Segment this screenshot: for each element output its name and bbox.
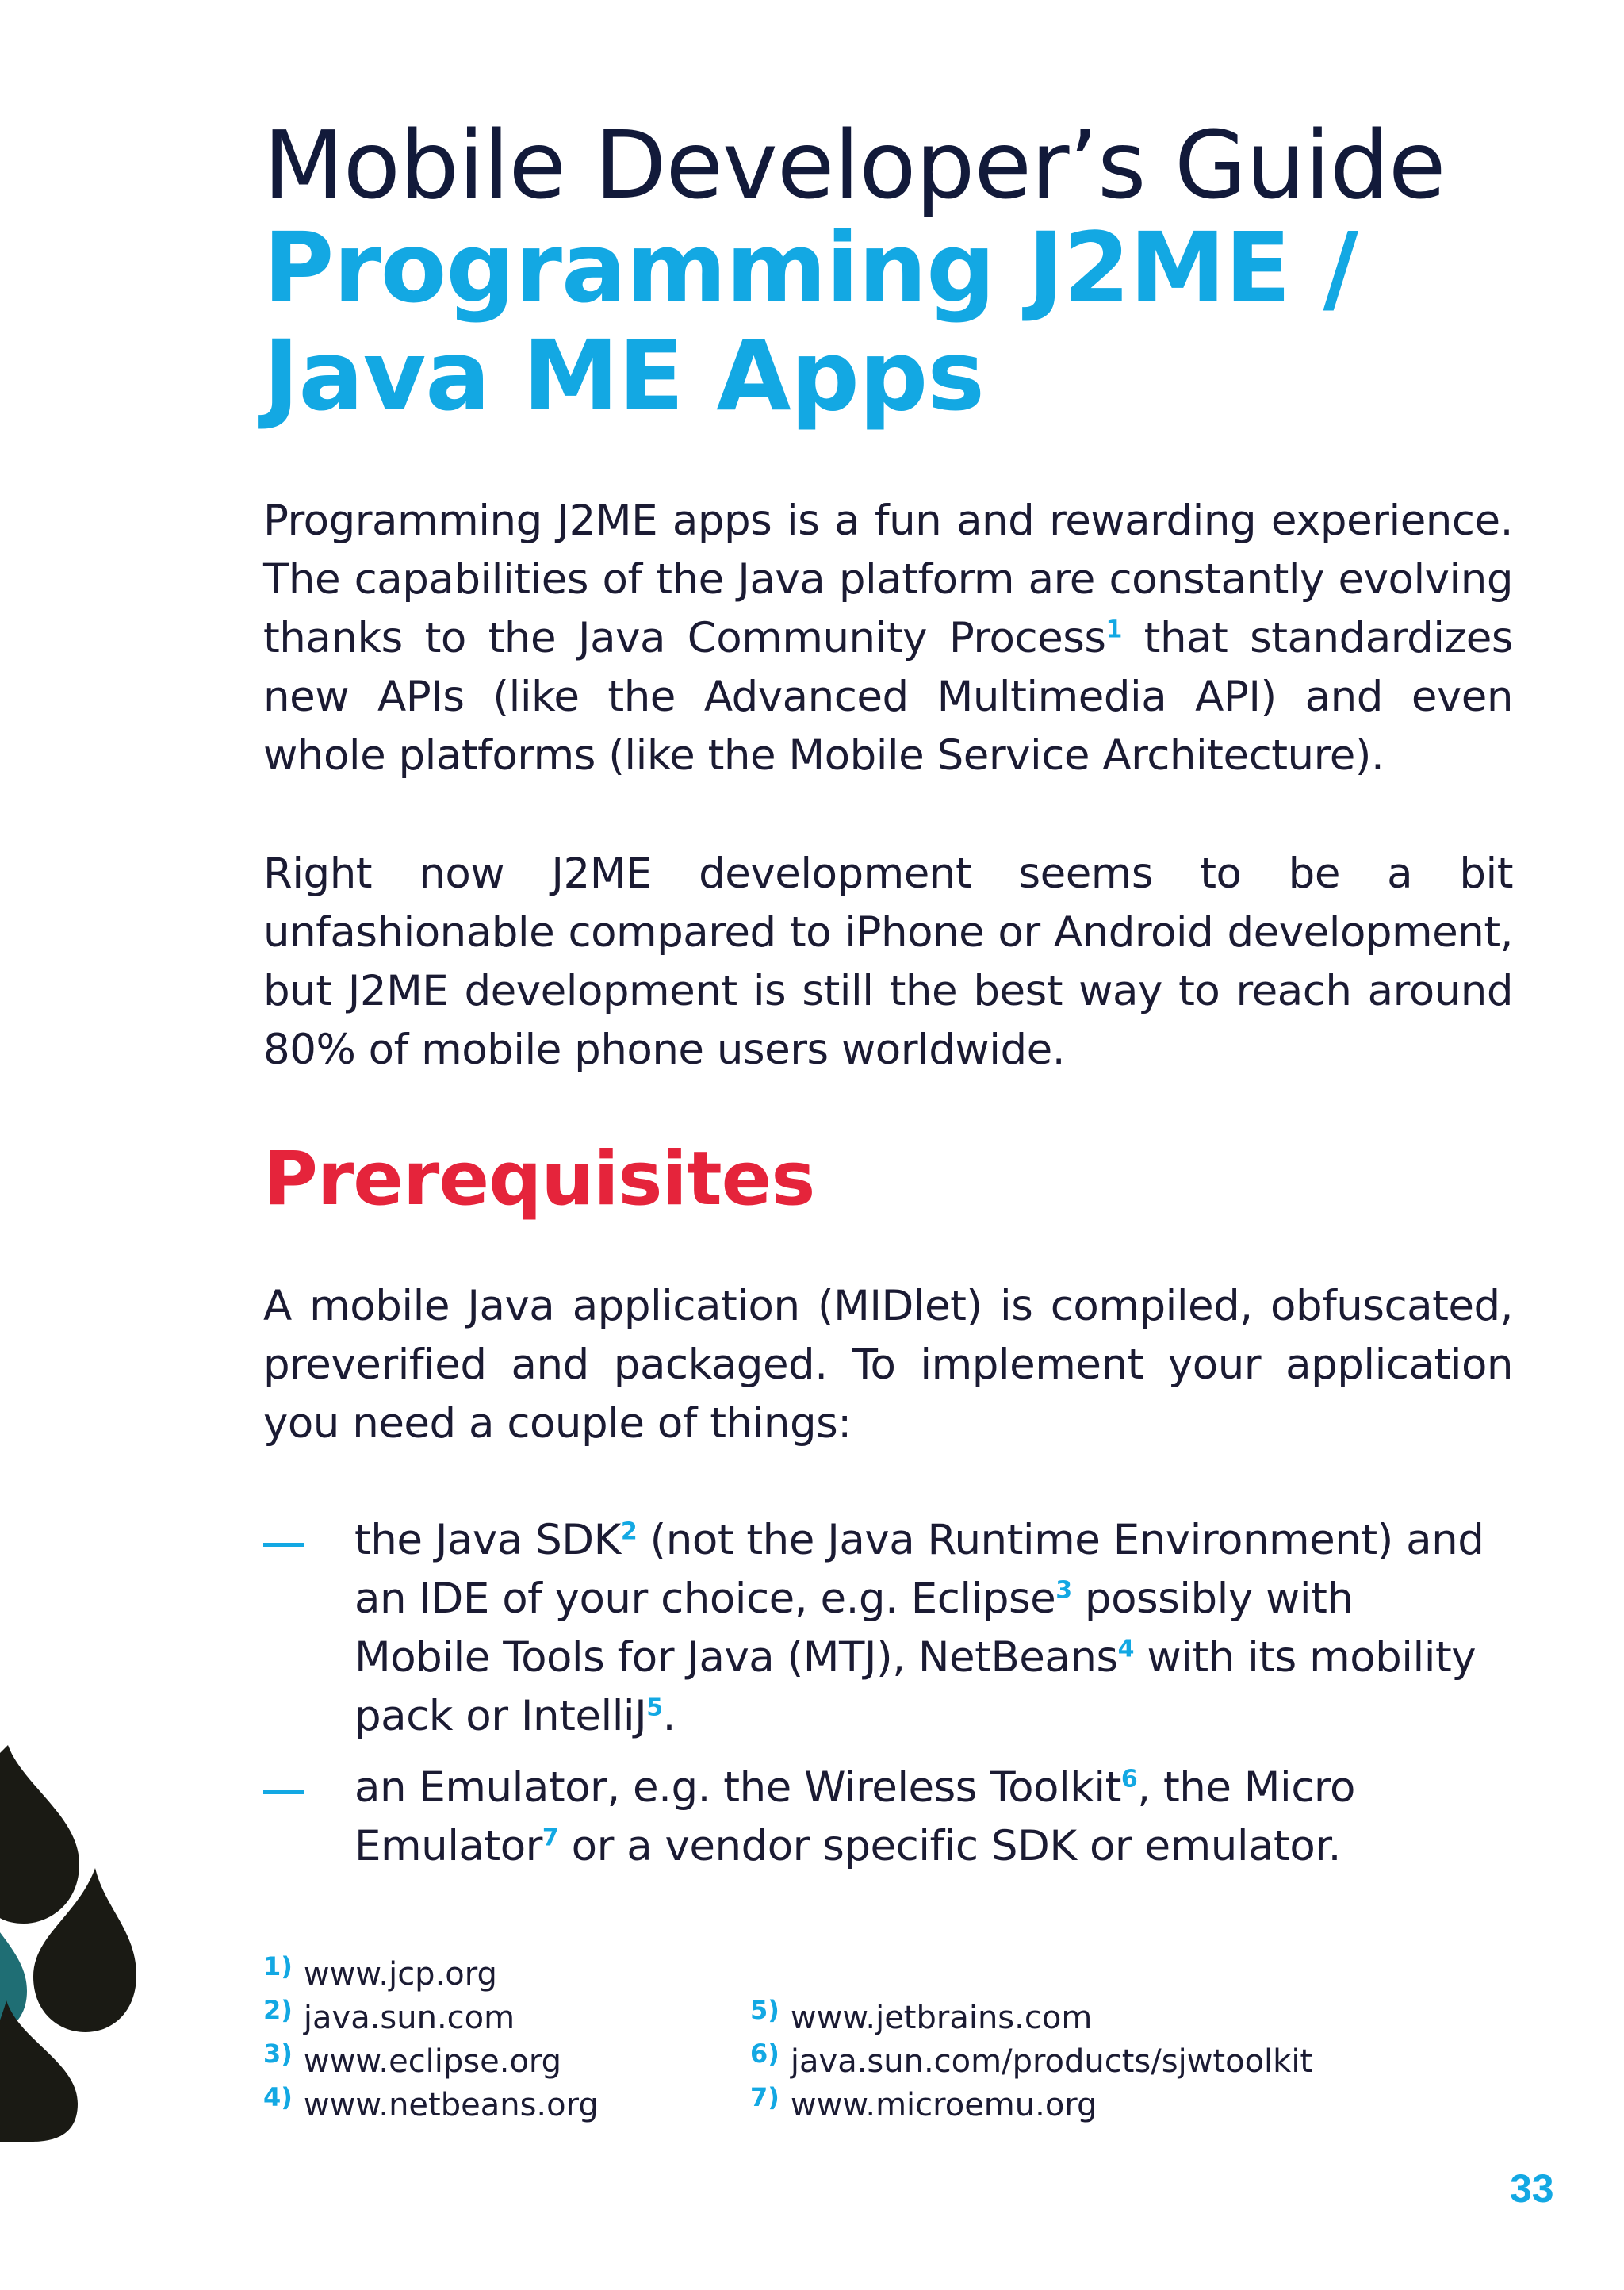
footnote-link[interactable]: www.jcp.org — [303, 1956, 497, 1993]
footnote-ref: 1 — [1105, 616, 1122, 644]
section-heading-prerequisites: Prerequisites — [263, 1136, 815, 1222]
footnote-ref: 2 — [620, 1517, 638, 1546]
footnote-item: $^{2)}$ java.sun.com — [263, 1995, 515, 2036]
footnote-ref: 4 — [1117, 1635, 1134, 1663]
prerequisites-paragraph: A mobile Java application (MIDlet) is compiled, obfuscated, preverified and packaged. To implement your application you need a couple of things: — [263, 1282, 1513, 1448]
dash-bullet-icon — [263, 1543, 304, 1547]
footnotes-column-right — [750, 1989, 1313, 2123]
intro-paragraph-1: Programming J2ME apps is a fun and rewarding experience. The capabilities of the Java platform are constantly evolving thanks to the Java Community Process$^1$ that standardizes new APIs (like the Advanced Multimedia API) and even whole platforms (like the Mobile Service Architecture). — [263, 497, 1513, 780]
footnote-item: $^{3)}$ www.eclipse.org — [263, 2039, 562, 2080]
guide-title: Mobile Developer’s Guide — [263, 110, 1446, 220]
footnote-link[interactable]: java.sun.com/products/sjwtoolkit — [790, 2043, 1313, 2080]
footnote-link[interactable]: www.microemu.org — [790, 2087, 1097, 2123]
decorative-drops — [0, 1745, 159, 2142]
chapter-title: Programming J2ME / Java ME Apps — [263, 212, 1358, 432]
list-item: an Emulator, e.g. the Wireless Toolkit$^6$, the Micro Emulator$^7$ or a vendor specific SDK or emulator. — [263, 1759, 1496, 1876]
page-number: 33 — [1510, 2166, 1554, 2211]
footnotes-column-left — [263, 1945, 599, 2123]
footnote-link[interactable]: www.jetbrains.com — [790, 2000, 1093, 2036]
footnote-link[interactable]: java.sun.com — [303, 2000, 515, 2036]
footnote-item: $^{1)}$ www.jcp.org — [263, 1951, 497, 1993]
footnote-item: $^{6)}$ java.sun.com/products/sjwtoolkit — [750, 2039, 1313, 2080]
footnote-ref: 6 — [1120, 1765, 1138, 1793]
footnote-ref: 7 — [542, 1824, 559, 1852]
prerequisites-list — [263, 1511, 1532, 1889]
dash-bullet-icon — [263, 1790, 304, 1794]
list-item: the Java SDK$^2$ (not the Java Runtime Environment) and an IDE of your choice, e.g. Eclipse$^3$ possibly with Mobile Tools for Java (MTJ), NetBeans$^4$ with its mobility pack or IntelliJ$^5$. — [263, 1511, 1496, 1746]
footnote-item: $^{7)}$ www.microemu.org — [750, 2082, 1097, 2123]
intro-paragraph-2: Right now J2ME development seems to be a bit unfashionable compared to iPhone or Android development, but J2ME development is still the best way to reach around 80% of mobile phone users worldwide. — [263, 850, 1513, 1074]
drop-icon — [0, 1745, 79, 1924]
footnote-link[interactable]: www.eclipse.org — [303, 2043, 562, 2080]
footnote-item: $^{5)}$ www.jetbrains.com — [750, 1995, 1093, 2036]
footnote-item: $^{4)}$ www.netbeans.org — [263, 2082, 599, 2123]
footnote-ref: 5 — [646, 1694, 663, 1722]
footnote-link[interactable]: www.netbeans.org — [303, 2087, 599, 2123]
footnote-ref: 3 — [1055, 1576, 1072, 1605]
